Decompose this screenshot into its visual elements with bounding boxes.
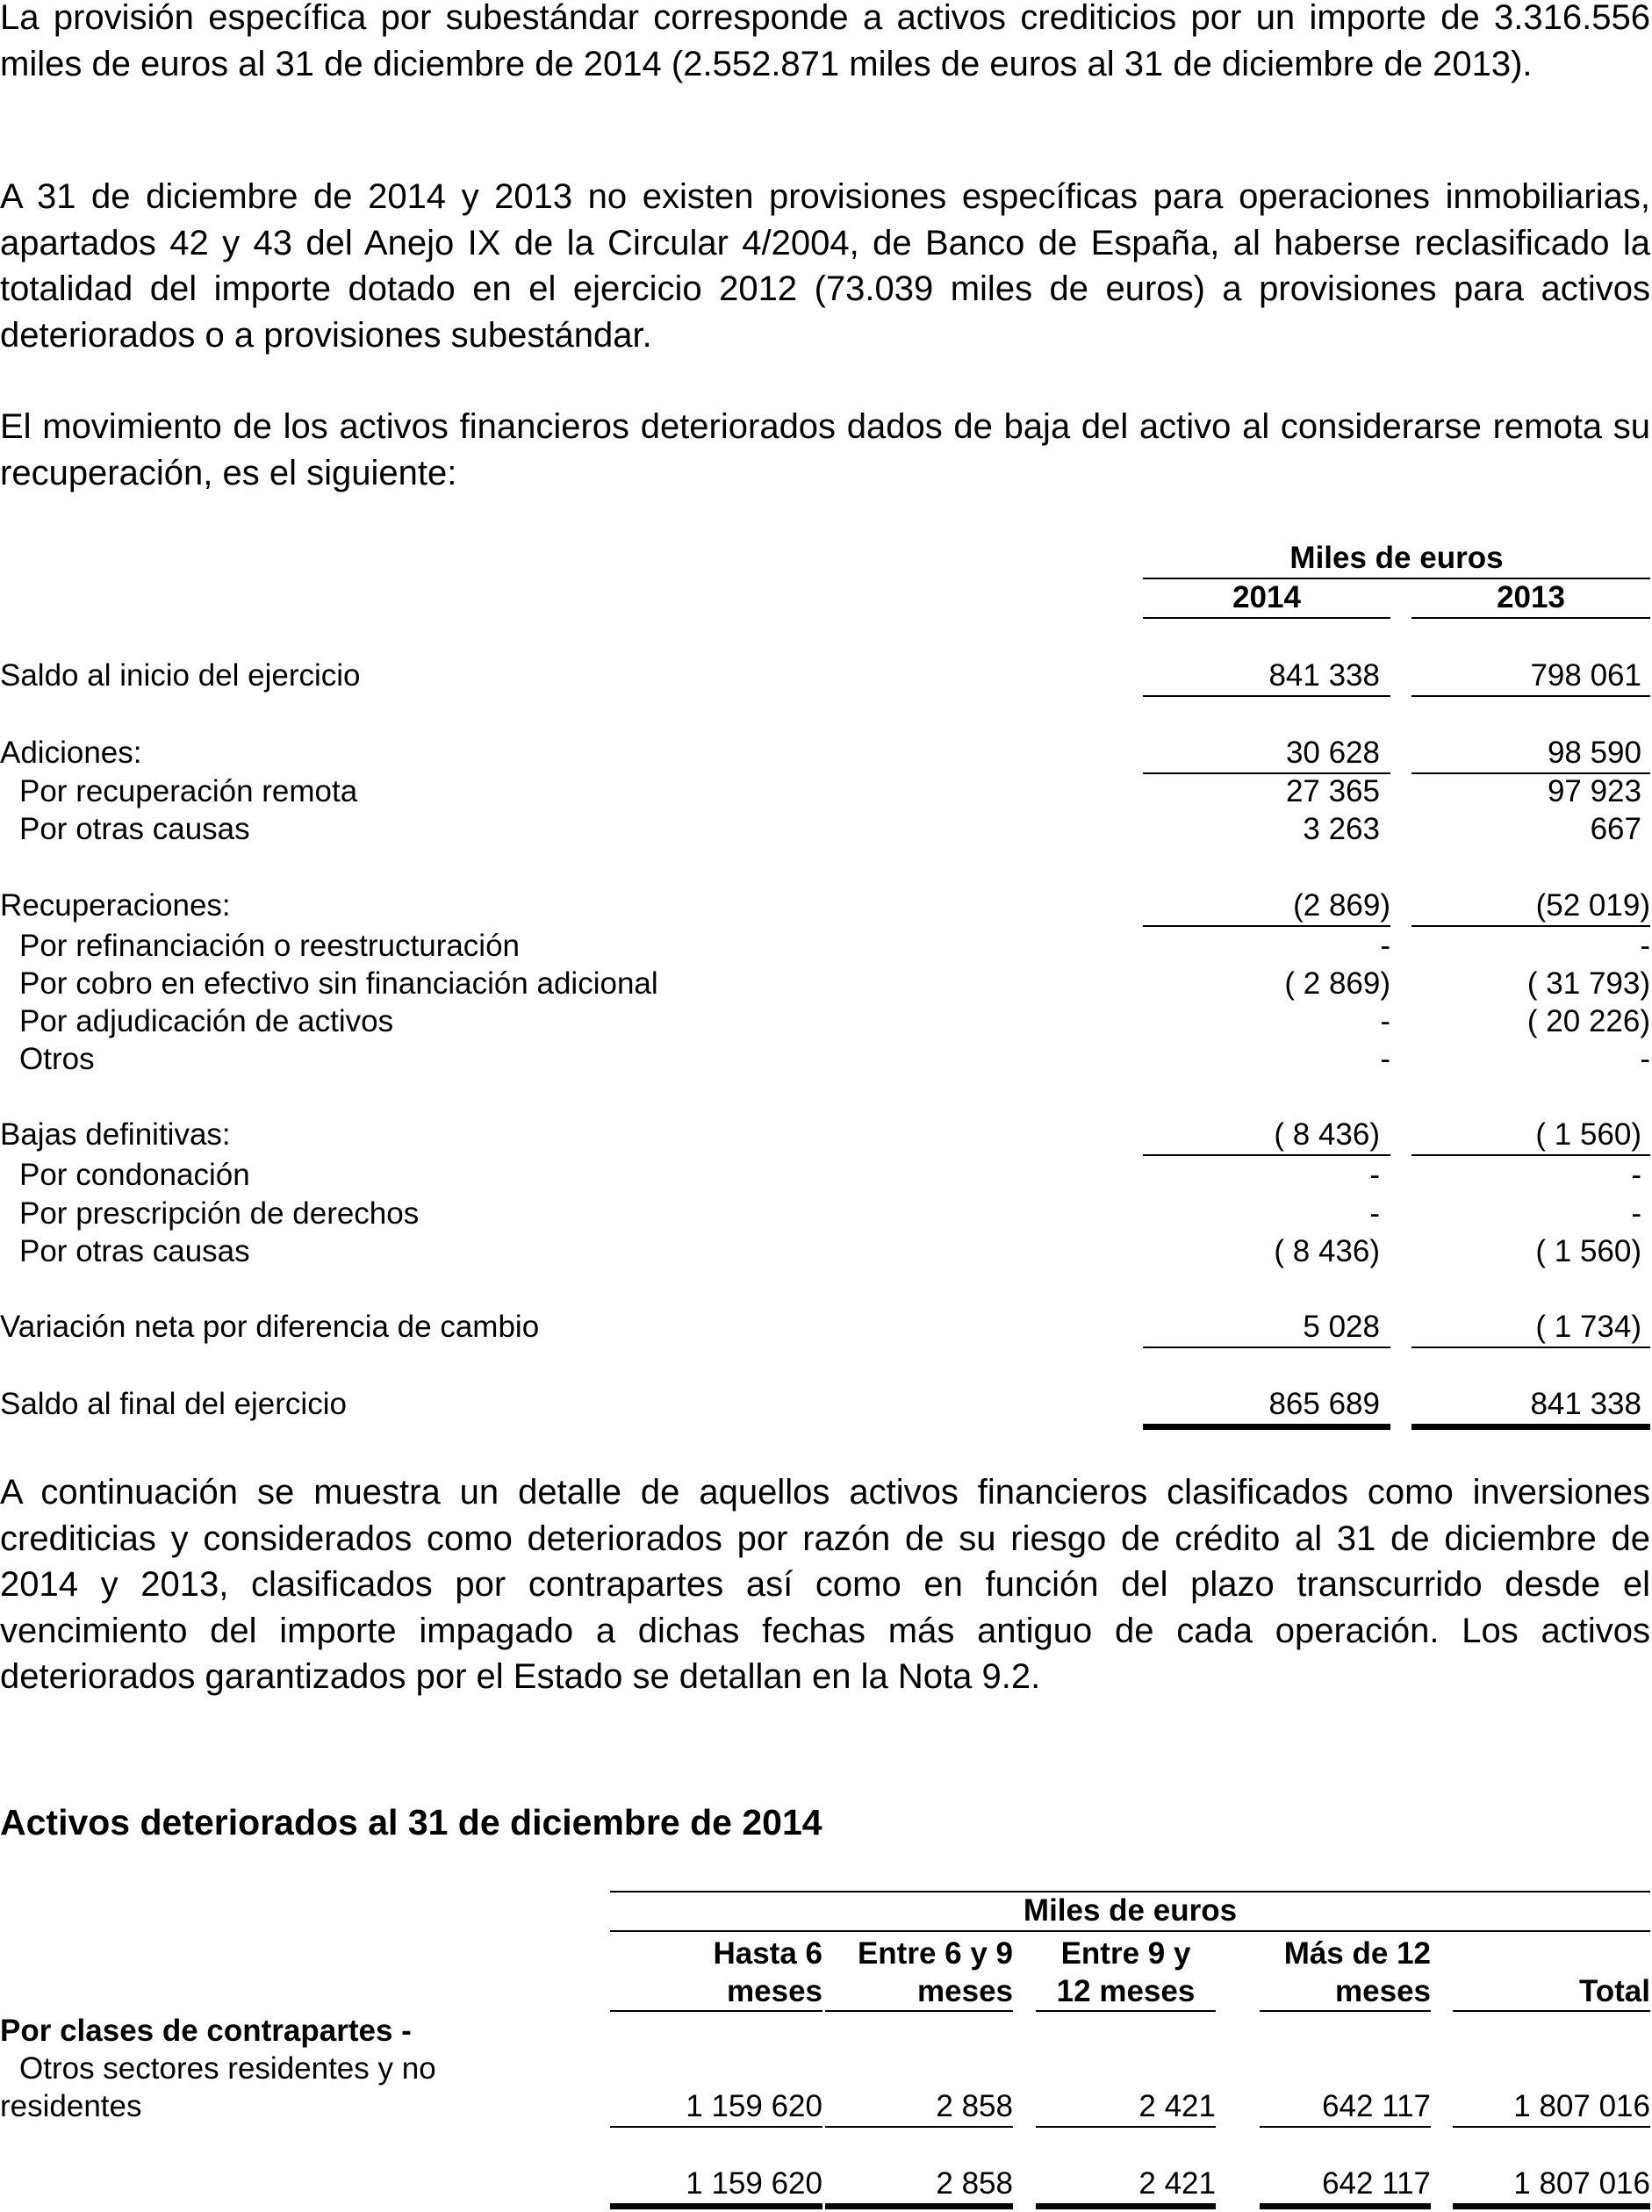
table1-row-label: Recuperaciones: [0, 888, 231, 923]
table2-total-rule [1036, 2203, 1216, 2209]
section-title: Activos deteriorados al 31 de diciembre de 2014 [0, 1802, 822, 1842]
table1-row-label: Variación neta por diferencia de cambio [0, 1310, 540, 1344]
table2-col-rule [610, 2010, 822, 2012]
table1-row-label: Por refinanciación o reestructuración [19, 929, 521, 963]
table1-row-label: Adiciones: [0, 736, 142, 770]
table2-col-rule [1036, 2010, 1216, 2012]
table1-cell-2013: - [1640, 929, 1650, 963]
table1-cell-2013: ( 1 734) [1535, 1310, 1641, 1344]
table2-col2-line2: meses [917, 1974, 1013, 2008]
table1-row-label: Por recuperación remota [19, 774, 358, 808]
table1-cell-2014: - [1369, 1158, 1380, 1192]
table2-header: Miles de euros [1023, 1893, 1238, 1928]
table2-total-cell: 2 858 [936, 2166, 1013, 2201]
table1-cell-2014: - [1380, 1042, 1390, 1076]
table1-cell-2014: - [1380, 929, 1390, 963]
table1-row-rule [1411, 695, 1650, 697]
table2-col5-line2: Total [1578, 1974, 1650, 2008]
table2-cell: 642 117 [1322, 2089, 1431, 2123]
table1-row-rule [1411, 1347, 1650, 1348]
table2-row-rule [825, 2126, 1013, 2128]
table1-row-label: Por adjudicación de activos [19, 1004, 394, 1038]
table1-cell-2013: ( 1 560) [1535, 1117, 1641, 1152]
table1-cell-2014: 865 689 [1268, 1387, 1380, 1421]
table2-col1-line2: meses [727, 1974, 822, 2008]
paragraph-provisiones-inmobiliarias: A 31 de diciembre de 2014 y 2013 no existen provisiones específicas para operaciones inmobiliarias, apartados 42 y 43 del Anejo IX de la Circular 4/2004, de Banco de España, al haberse reclasificado la totalidad del importe dotado en el ejercicio 2012 (73.039 miles de euros) a provisiones para activos deteriorados o a provisiones subestándar. [0, 177, 1650, 355]
table1-row-label: Por condonación [19, 1158, 250, 1192]
paragraph-activos-deteriorados-intro: A continuación se muestra un detalle de aquellos activos financieros clasificados como inversiones crediticias y considerados como deteriorados por razón de su riesgo de crédito al 31 de diciembre de 2014 y 2013, clasificados por contrapartes así como en función del plazo transcurrido desde el vencimiento del importe impagado a dichas fechas más antiguo de cada operación. Los activos deteriorados garantizados por el Estado se detallan en la Nota 9.2. [0, 1473, 1650, 1696]
table1-cell-2014: - [1369, 1196, 1380, 1231]
table2-col-rule [825, 2010, 1013, 2012]
table2-row-rule [1036, 2126, 1216, 2128]
table1-cell-2013: ( 1 560) [1535, 1234, 1641, 1268]
table1-header: Miles de euros [1289, 541, 1504, 575]
table2-row-rule [610, 2126, 822, 2128]
table1-cell-2013: 798 061 [1530, 658, 1641, 693]
table1-col-2013: 2013 [1497, 580, 1565, 614]
table2-total-rule [1453, 2203, 1650, 2209]
table2-total-cell: 642 117 [1322, 2166, 1431, 2201]
table1-cell-2013: (52 019) [1535, 888, 1650, 923]
table2-row-label-line2: residentes [0, 2089, 142, 2123]
table1-cell-2014: 27 365 [1285, 774, 1380, 808]
table1-cell-2013: ( 31 793) [1526, 966, 1650, 1001]
table2-cell: 1 807 016 [1513, 2089, 1650, 2123]
table2-col1-line1: Hasta 6 [713, 1936, 822, 1971]
table1-cell-2013: 98 590 [1547, 736, 1641, 770]
table2-total-cell: 1 159 620 [686, 2166, 822, 2201]
table1-col-rule [1411, 617, 1650, 619]
table1-cell-2014: ( 8 436) [1274, 1234, 1380, 1268]
table1-cell-2014: 841 338 [1268, 658, 1380, 693]
table2-total-rule [1260, 2203, 1431, 2209]
table1-row-label: Por prescripción de derechos [19, 1196, 420, 1231]
table2-cell: 1 159 620 [686, 2089, 822, 2123]
table1-cell-2014: 5 028 [1303, 1310, 1380, 1344]
table1-cell-2013: 841 338 [1530, 1387, 1641, 1421]
table2-col3-line1: Entre 9 y [1060, 1936, 1191, 1971]
table2-group-label: Por clases de contrapartes - [0, 2014, 412, 2048]
table1-total-rule [1143, 1424, 1390, 1430]
table2-row-rule [1260, 2126, 1431, 2128]
table2-col4-line1: Más de 12 [1283, 1936, 1431, 1971]
table2-header-rule [610, 1930, 1650, 1932]
table2-total-cell: 1 807 016 [1513, 2166, 1650, 2201]
table2-cell: 2 421 [1138, 2089, 1216, 2123]
table2-col-rule [1260, 2010, 1431, 2012]
table1-row-label: Por otras causas [19, 812, 250, 846]
table2-col2-line1: Entre 6 y 9 [857, 1936, 1013, 1971]
table1-row-label: Saldo al final del ejercicio [0, 1387, 347, 1421]
table1-cell-2013: - [1640, 1042, 1650, 1076]
table2-row-label-line1: Otros sectores residentes y no [19, 2051, 436, 2086]
table2-cell: 2 858 [936, 2089, 1013, 2123]
table1-row-label: Por cobro en efectivo sin financiación adicional [19, 966, 658, 1001]
table2-total-rule [825, 2203, 1013, 2209]
table1-cell-2014: 30 628 [1285, 736, 1380, 770]
table2-col-rule [1453, 2010, 1650, 2012]
table1-cell-2014: ( 8 436) [1274, 1117, 1380, 1152]
table1-row-rule [1143, 695, 1390, 697]
table1-row-label: Bajas definitivas: [0, 1117, 231, 1152]
table1-cell-2014: (2 869) [1293, 888, 1390, 923]
table2-col4-line2: meses [1335, 1974, 1431, 2008]
table2-total-cell: 2 421 [1138, 2166, 1216, 2201]
table1-row-label: Otros [19, 1042, 95, 1076]
table2-total-rule [610, 2203, 822, 2209]
table1-cell-2014: ( 2 869) [1284, 966, 1390, 1001]
table1-total-rule [1411, 1424, 1650, 1430]
paragraph-subestandar: La provisión específica por subestándar corresponde a activos crediticios por un importe de 3.316.556 miles de euros al 31 de diciembre de 2014 (2.552.871 miles de euros al 31 de diciembre de 2013). [0, 0, 1650, 83]
table1-col-2014: 2014 [1232, 580, 1301, 614]
table2-row-rule [1453, 2126, 1650, 2128]
table1-col-rule [1143, 617, 1390, 619]
table1-cell-2013: 97 923 [1547, 774, 1641, 808]
table1-cell-2013: - [1631, 1196, 1641, 1231]
paragraph-movimiento-intro: El movimiento de los activos financieros deteriorados dados de baja del activo al considerarse remota su recuperación, es el siguiente: [0, 407, 1650, 492]
table1-cell-2014: - [1380, 1004, 1390, 1038]
table1-cell-2014: 3 263 [1303, 812, 1380, 846]
table1-row-rule [1143, 1347, 1390, 1348]
table1-cell-2013: - [1631, 1158, 1641, 1192]
table1-cell-2013: ( 20 226) [1526, 1004, 1650, 1038]
table2-col3-line2: 12 meses [1056, 1974, 1196, 2008]
table1-row-label: Saldo al inicio del ejercicio [0, 658, 361, 693]
table1-row-label: Por otras causas [19, 1234, 250, 1268]
table1-cell-2013: 667 [1590, 812, 1641, 846]
